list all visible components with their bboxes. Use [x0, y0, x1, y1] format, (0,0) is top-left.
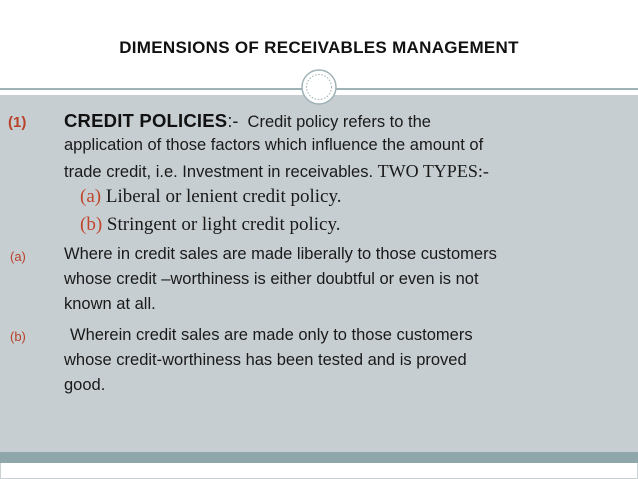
section-number: (1) — [8, 114, 27, 131]
slide-title: DIMENSIONS OF RECEIVABLES MANAGEMENT — [119, 38, 519, 57]
point-line: Wherein credit sales are made only to those customers — [70, 326, 473, 344]
section-heading: CREDIT POLICIES — [64, 110, 228, 131]
point-marker: (b) — [10, 329, 26, 344]
point-line: whose credit-worthiness has been tested and is proved — [64, 351, 467, 369]
point-line: whose credit –worthiness is either doubtful or even is not — [64, 270, 479, 288]
types-label: TWO TYPES:- — [377, 161, 489, 181]
type-item — [80, 214, 341, 236]
type-text: Liberal or lenient credit policy. — [105, 186, 342, 207]
section-intro-1: Credit policy refers to the — [247, 113, 431, 131]
type-item — [80, 186, 342, 208]
bottom-bar — [0, 452, 638, 463]
section-heading-suffix: :- — [227, 111, 239, 131]
section-heading-line — [64, 110, 431, 132]
point-line: good. — [64, 376, 106, 394]
type-letter: (b) — [80, 214, 103, 235]
section-intro-2: application of those factors which influence the amount of — [64, 136, 484, 154]
point-line: Where in credit sales are made liberally to those customers — [64, 245, 497, 263]
section-intro-3: trade credit, i.e. Investment in receivables. — [64, 163, 374, 181]
circle-ornament-icon — [301, 69, 337, 105]
point-marker: (a) — [10, 249, 26, 264]
type-text: Stringent or light credit policy. — [106, 214, 341, 235]
type-letter: (a) — [80, 186, 102, 207]
section-intro-3-line — [64, 161, 489, 182]
point-line: known at all. — [64, 295, 156, 313]
